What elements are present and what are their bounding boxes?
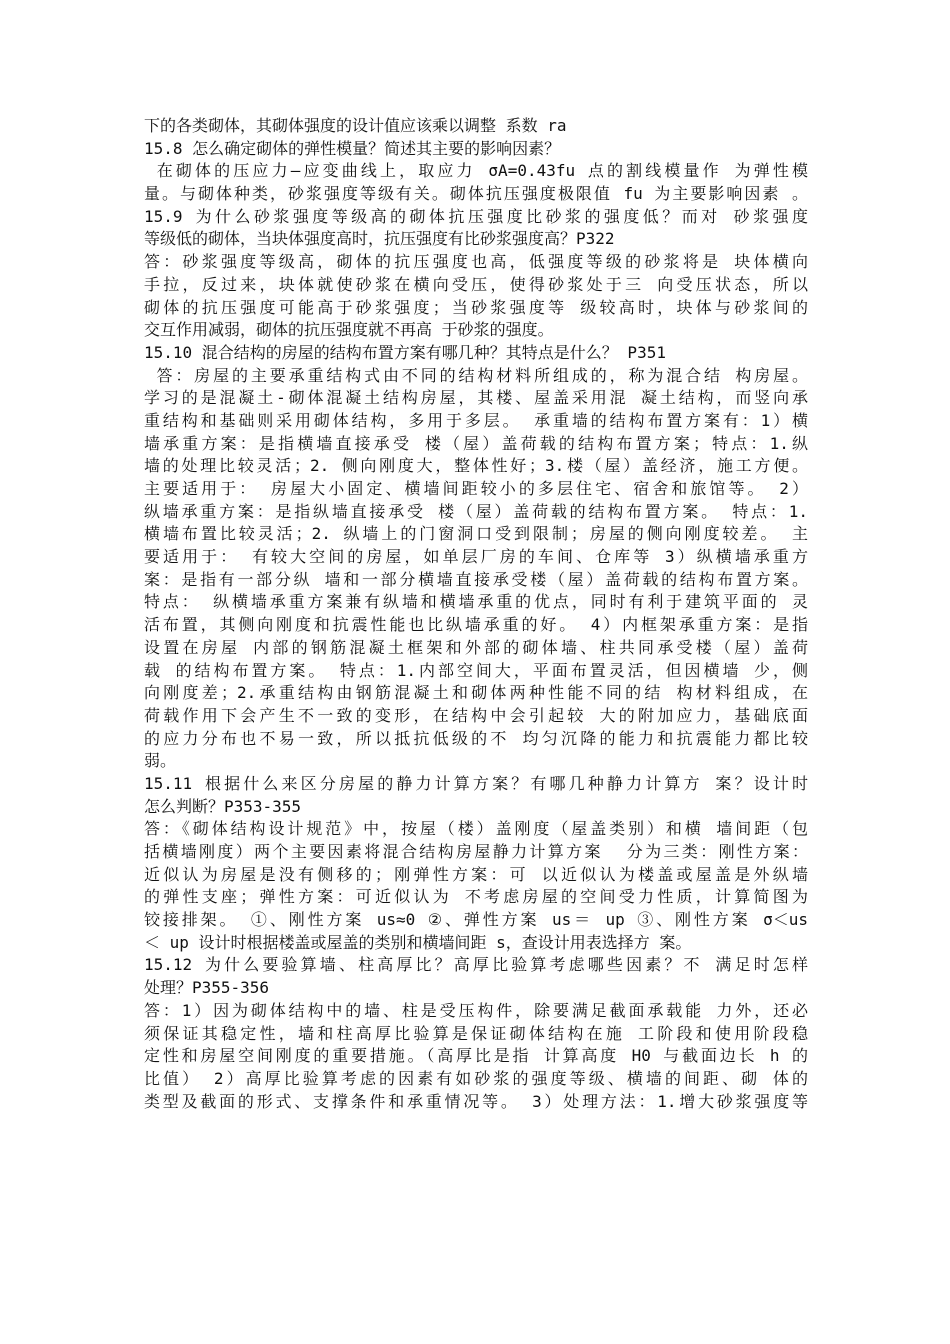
text-line: 载 的结构布置方案。 特点：1.内部空间大，平面布置灵活，但因横墙 少，侧 <box>144 660 808 680</box>
text-line: 墙的处理比较灵活；2. 侧向刚度大，整体性好；3.楼（屋）盖经济，施工方便。 <box>144 456 808 476</box>
text-line: 括横墙刚度）两个主要因素将混合结构房屋静力计算方案 分为三类：刚性方案： <box>144 842 808 861</box>
text-line: 向刚度差；2.承重结构由钢筋混凝土和砌体两种性能不同的结 构材料组成，在 <box>144 683 808 703</box>
text-line: 15.9 为什么砂浆强度等级高的砌体抗压强度比砂浆的强度低？而对 砂浆强度 <box>144 206 808 226</box>
text-line: 近似认为房屋是没有侧移的；刚弹性方案：可 以近似认为楼盖或屋盖是外纵墙 <box>144 864 808 884</box>
text-line: 须保证其稳定性，墙和柱高厚比验算是保证砌体结构在施 工阶段和使用阶段稳 <box>144 1023 808 1043</box>
text-line: ＜ up 设计时根据楼盖或屋盖的类别和横墙间距 s，查设计用表选择方 案。 <box>144 932 692 952</box>
text-line: 的弹性支座；弹性方案：可近似认为 不考虑房屋的空间受力性质，计算简图为 <box>144 887 808 907</box>
text-line: 主要适用于： 房屋大小固定、横墙间距较小的多层住宅、宿舍和旅馆等。 2） <box>144 479 808 498</box>
text-line: 学习的是混凝土-砌体混凝土结构房屋，其楼、屋盖采用混 凝土结构，而竖向承 <box>144 388 808 408</box>
text-line: 案：是指有一部分纵 墙和一部分横墙直接承受楼（屋）盖荷载的结构布置方案。 <box>144 569 808 589</box>
text-line: 手拉，反过来，块体就使砂浆在横向受压，使得砂浆处于三 向受压状态，所以 <box>144 274 808 294</box>
document-body <box>144 115 808 1113</box>
text-line: 15.11 根据什么来区分房屋的静力计算方案？有哪几种静力计算方 案？设计时 <box>144 773 808 793</box>
text-line: 15.10 混合结构的房屋的结构布置方案有哪几种？其特点是什么？ P351 <box>144 342 666 362</box>
text-line: 处理？P355-356 <box>144 978 270 998</box>
text-line: 砌体的抗压强度可能高于砂浆强度；当砂浆强度等 级较高时，块体与砂浆间的 <box>144 297 808 317</box>
text-line: 要适用于： 有较大空间的房屋，如单层厂房的车间、仓库等 3）纵横墙承重方 <box>144 547 808 567</box>
text-line: 答：砂浆强度等级高，砌体的抗压强度也高，低强度等级的砂浆将是 块体横向 <box>144 252 808 272</box>
text-line: 类型及截面的形式、支撑条件和承重情况等。 3）处理方法：1.增大砂浆强度等 <box>144 1091 808 1111</box>
text-line: 等级低的砌体，当块体强度高时，抗压强度有比砂浆强度高？P322 <box>144 229 615 249</box>
text-line: 特点： 纵横墙承重方案兼有纵墙和横墙承重的优点，同时有利于建筑平面的 灵 <box>144 592 808 612</box>
text-line: 在砌体的压应力—应变曲线上，取应力 σA=0.43fu 点的割线模量作 为弹性模 <box>144 161 808 181</box>
text-line: 横墙布置比较灵活；2. 纵墙上的门窗洞口受到限制；房屋的侧向刚度较差。 主 <box>144 524 808 544</box>
text-line: 弱。 <box>144 751 177 771</box>
text-line: 15.8 怎么确定砌体的弹性模量？简述其主要的影响因素？ <box>144 138 561 158</box>
text-line: 比值） 2）高厚比验算考虑的因素有如砂浆的强度等级、横墙的间距、砌 体的 <box>144 1068 808 1088</box>
text-line: 怎么判断？P353-355 <box>144 796 302 816</box>
text-line: 重结构和基础则采用砌体结构，多用于多层。 承重墙的结构布置方案有：1）横 <box>144 410 808 430</box>
text-line: 答：房屋的主要承重结构式由不同的结构材料所组成的，称为混合结 构房屋。 <box>144 365 808 385</box>
text-line: 定性和房屋空间刚度的重要措施。（高厚比是指 计算高度 H0 与截面边长 h 的 <box>144 1046 808 1066</box>
text-line: 的应力分布也不易一致，所以抵抗低级的不 均匀沉降的能力和抗震能力都比较 <box>144 728 808 748</box>
text-line: 交互作用减弱，砌体的抗压强度就不再高 于砂浆的强度。 <box>144 320 554 340</box>
text-line: 量。与砌体种类，砂浆强度等级有关。砌体抗压强度极限值 fu 为主要影响因素 。 <box>144 184 808 204</box>
text-line: 答：1）因为砌体结构中的墙、柱是受压构件，除要满足截面承载能 力外，还必 <box>144 1000 808 1020</box>
text-line: 墙承重方案：是指横墙直接承受 楼（屋）盖荷载的结构布置方案；特点：1.纵 <box>144 433 808 453</box>
text-line: 下的各类砌体，其砌体强度的设计值应该乘以调整 系数 ra <box>144 116 567 135</box>
text-line: 纵墙承重方案：是指纵墙直接承受 楼（屋）盖荷载的结构布置方案。 特点：1. <box>144 501 808 521</box>
text-line: 设置在房屋 内部的钢筋混凝土框架和外部的砌体墙、柱共同承受楼（屋）盖荷 <box>144 637 808 657</box>
text-line: 铰接排架。 ①、刚性方案 us≈0 ②、弹性方案 us＝ up ③、刚性方案 σ＜us <box>144 910 808 930</box>
text-line: 活布置，其侧向刚度和抗震性能也比纵墙承重的好。 4）内框架承重方案：是指 <box>144 615 808 635</box>
text-line: 荷载作用下会产生不一致的变形，在结构中会引起较 大的附加应力，基础底面 <box>144 705 808 725</box>
text-line: 15.12 为什么要验算墙、柱高厚比？高厚比验算考虑哪些因素？不 满足时怎样 <box>144 955 808 975</box>
text-line: 答：《砌体结构设计规范》中，按屋（楼）盖刚度（屋盖类别）和横 墙间距（包 <box>144 819 808 839</box>
